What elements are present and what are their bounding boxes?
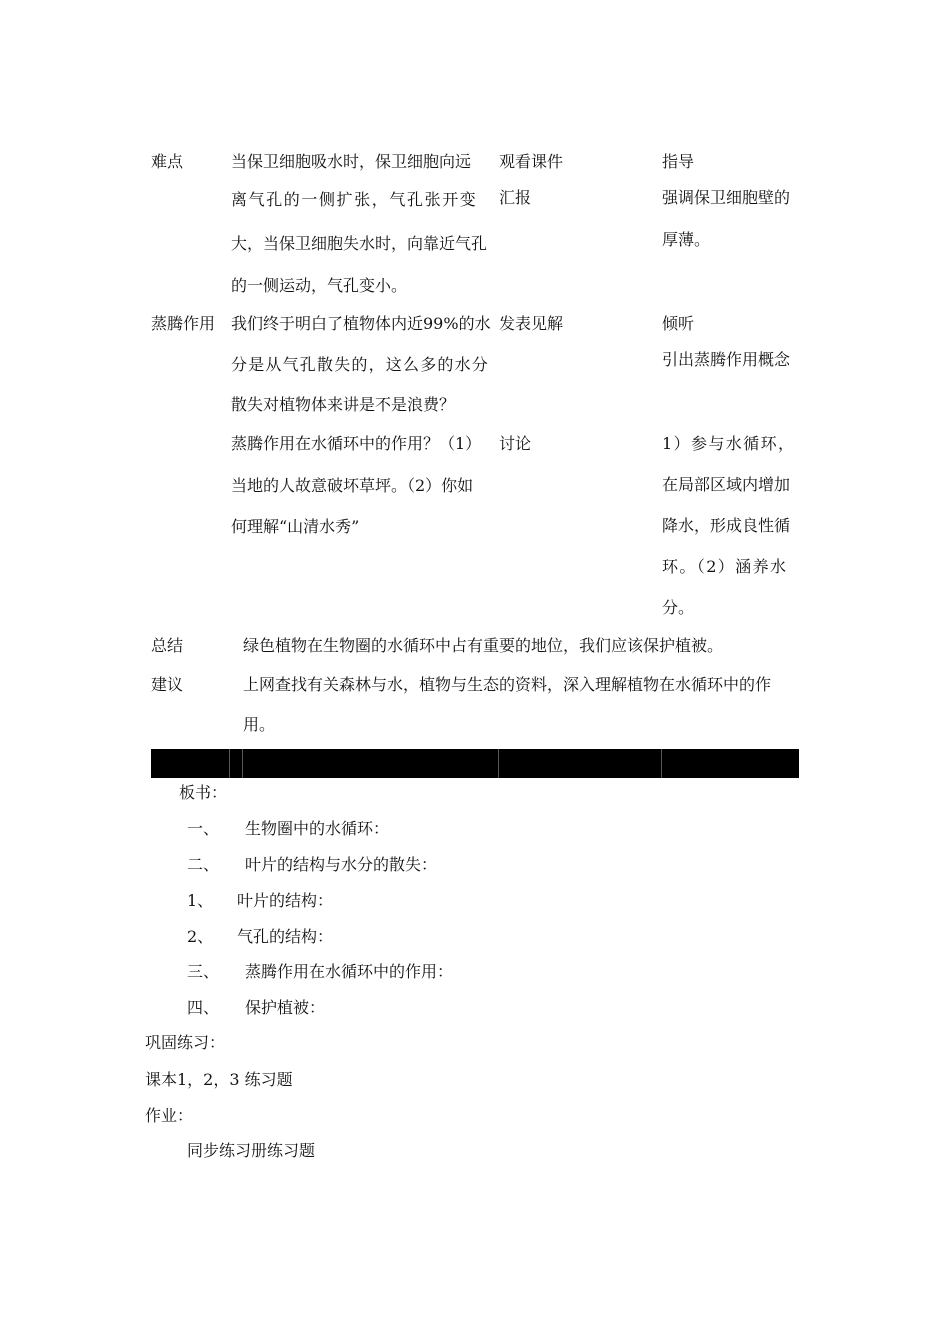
transpiration-teacher-activity: 环。（2）涵养水 [662, 557, 788, 576]
transpiration-teacher-activity: 引出蒸腾作用概念 [662, 350, 791, 369]
transpiration-teacher-activity: 倾听 [662, 314, 695, 333]
transpiration-teacher-activity: 降水，形成良性循 [662, 516, 791, 535]
difficulty-content-line: 离气孔的一侧扩张，气孔张开变 [231, 190, 478, 209]
difficulty-student-activity: 观看课件 [499, 152, 564, 171]
board-item-text: 气孔的结构： [237, 927, 334, 946]
suggestion-content-line: 用。 [243, 715, 276, 734]
board-item-text: 保护植被： [245, 998, 326, 1017]
transpiration-teacher-activity: 分。 [662, 598, 695, 617]
homework-text: 同步练习册练习题 [187, 1141, 316, 1160]
row-label-transpiration: 蒸腾作用 [151, 314, 216, 333]
difficulty-teacher-activity: 厚薄。 [662, 230, 711, 249]
board-item-number: 一、 [187, 819, 220, 838]
board-title: 板书： [179, 783, 228, 802]
transpiration-content-line: 当地的人故意破坏草坪。（2）你如 [231, 476, 474, 495]
transpiration-teacher-activity: 在局部区域内增加 [662, 475, 791, 494]
difficulty-content-line: 的一侧运动，气孔变小。 [231, 276, 408, 295]
board-item-number: 三、 [187, 962, 220, 981]
suggestion-content-line: 上网查找有关森林与水，植物与生态的资料，深入理解植物在水循环中的作 [243, 675, 772, 694]
transpiration-content-line: 何理解“山清水秀” [231, 517, 360, 536]
transpiration-teacher-activity: 1）参与水循环， [662, 434, 796, 453]
transpiration-content-line: 我们终于明白了植物体内近99%的水 [231, 314, 491, 333]
board-item-text: 蒸腾作用在水循环中的作用： [245, 962, 454, 981]
board-item-text: 叶片的结构与水分的散失： [245, 855, 438, 874]
transpiration-content-line: 分是从气孔散失的，这么多的水分 [231, 355, 490, 374]
difficulty-teacher-activity: 指导 [662, 152, 695, 171]
table-bottom-bar [151, 749, 799, 778]
difficulty-content-line: 当保卫细胞吸水时，保卫细胞向远 [231, 152, 472, 171]
practice-title: 巩固练习： [145, 1033, 226, 1052]
transpiration-content-line: 蒸腾作用在水循环中的作用？（1） [231, 434, 482, 453]
practice-text: 课本1，2，3 练习题 [145, 1070, 293, 1089]
board-item-text: 叶片的结构： [237, 891, 334, 910]
difficulty-student-activity: 汇报 [499, 188, 532, 207]
transpiration-student-activity: 讨论 [499, 434, 532, 453]
board-item-number: 1、 [187, 891, 214, 910]
row-label-difficulty: 难点 [151, 152, 184, 171]
board-item-text: 生物圈中的水循环： [245, 819, 390, 838]
homework-title: 作业： [145, 1106, 194, 1125]
summary-content: 绿色植物在生物圈的水循环中占有重要的地位，我们应该保护植被。 [243, 636, 724, 655]
row-label-summary: 总结 [151, 636, 184, 655]
difficulty-teacher-activity: 强调保卫细胞壁的 [662, 188, 791, 207]
board-item-number: 2、 [187, 927, 214, 946]
board-item-number: 四、 [187, 998, 220, 1017]
board-item-number: 二、 [187, 855, 220, 874]
transpiration-content-line: 散失对植物体来讲是不是浪费？ [231, 395, 456, 414]
transpiration-student-activity: 发表见解 [499, 314, 564, 333]
row-label-suggestion: 建议 [151, 675, 184, 694]
difficulty-content-line: 大，当保卫细胞失水时，向靠近气孔 [231, 234, 488, 253]
